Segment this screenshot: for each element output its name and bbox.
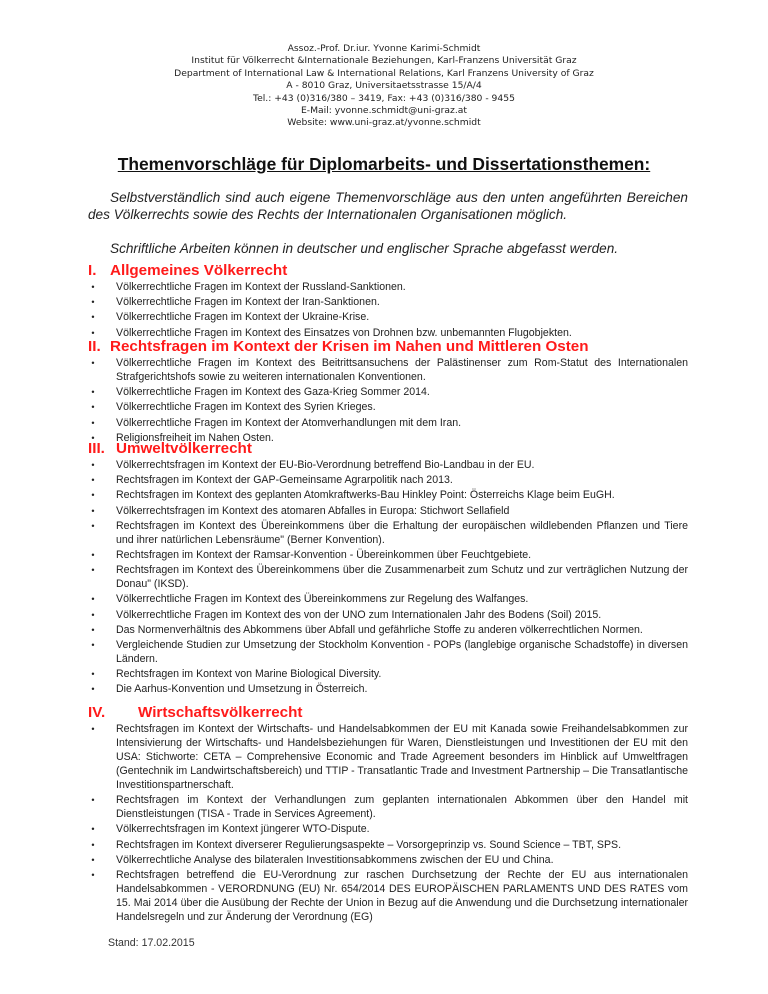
document-title: Themenvorschläge für Diplomarbeits- und Dissertationsthemen:: [117, 154, 651, 174]
section-heading: [88, 338, 688, 356]
list-item: • Rechtsfragen im Kontext von Marine Biological Diversity.: [88, 667, 688, 681]
section-title: Rechtsfragen im Kontext der Krisen im Nahen und Mittleren Osten: [110, 338, 589, 355]
section-title: Allgemeines Völkerrecht: [110, 262, 288, 279]
list-item: • Völkerrechtliche Analyse des bilateralen Investitionsabkommens zwischen der EU und China.: [88, 853, 688, 867]
bullet-icon: •: [91, 724, 95, 734]
email: E-Mail: yvonne.schmidt@uni-graz.at: [300, 105, 468, 117]
bullet-icon: •: [91, 282, 95, 292]
section-number: III.: [88, 440, 105, 457]
bullet-icon: •: [91, 624, 95, 635]
list-item: • Religionsfreiheit im Nahen Osten.: [88, 431, 688, 445]
bullet-icon: •: [91, 594, 95, 605]
list-item: • Rechtsfragen im Kontext der Wirtschafts- und Handelsabkommen der EU mit Kanada sowie Freihandelsabkommen zur Intensivierung der Wirtschafts- und Handelsbeziehungen für Waren, Dienstleistungen und Investitionen der EU mit den USA: Stichworte: CETA – Comprehensive Economic and Trade Agreement besonders im Hinblick auf Umweltfragen (Gentechnik im Landwirtschaftsbereich) und TTIP - Transatlantic Trade and Investment Partnership – Die Transatlantische Investitionspartnerschaft.: [88, 722, 688, 792]
bullet-icon: •: [91, 549, 95, 560]
bullet-icon: •: [91, 490, 95, 501]
bullet-icon: •: [91, 824, 95, 835]
list-item: • Völkerrechtsfragen im Kontext jüngerer WTO-Dispute.: [88, 822, 688, 836]
list-item: • Rechtsfragen im Kontext des Übereinkommens über die Zusammenarbeit zum Schutz und zur verträglichen Nutzung der Donau" (IKSD).: [88, 563, 688, 591]
list-item: • Die Aarhus-Konvention und Umsetzung in Österreich.: [88, 682, 688, 696]
list-item: • Rechtsfragen betreffend die EU-Verordnung zur raschen Durchsetzung der Rechte der EU aus internationalen Handelsabkommen - VERORDNUNG (EU) Nr. 654/2014 DES EUROPÄISCHEN PARLAMENTS UND DES RATES vom 15. Mai 2014 über die Ausübung der Rechte der Union in Bezug auf die Anwendung und die Durchsetzung internationaler Handelsregeln und zur Änderung der Verordnung (EG): [88, 868, 688, 924]
phone-fax: Tel.: +43 (0)316/380 – 3419, Fax: +43 (0)316/380 - 9455: [253, 92, 515, 104]
topic-list: [88, 458, 688, 696]
topic-list: [88, 280, 688, 340]
list-item: • Völkerrechtliche Fragen im Kontext des Übereinkommens zur Regelung des Walfanges.: [88, 592, 688, 606]
list-item: • Völkerrechtliche Fragen im Kontext des Einsatzes von Drohnen bzw. unbemannten Flugobjekten.: [88, 326, 688, 340]
list-item: • Völkerrechtliche Fragen im Kontext der Ukraine-Krise.: [88, 310, 688, 324]
section-heading: [88, 440, 688, 458]
bullet-icon: •: [91, 854, 95, 865]
section-umweltvoelkerrecht: [88, 440, 688, 697]
section-title: Wirtschaftsvölkerrecht: [138, 704, 303, 721]
section-number: II.: [88, 338, 101, 355]
section-heading: [88, 704, 688, 722]
section-wirtschaftsvoelkerrecht: [88, 704, 688, 925]
bullet-icon: •: [91, 684, 95, 695]
bullet-icon: •: [91, 565, 95, 576]
list-item: • Völkerrechtsfragen im Kontext des atomaren Abfalles in Europa: Stichwort Sellafield: [88, 504, 688, 518]
institute-en: Department of International Law & International Relations, Karl Franzens University of Graz: [174, 67, 594, 79]
list-item: • Völkerrechtliche Fragen im Kontext des Syrien Krieges.: [88, 400, 688, 414]
list-item: • Völkerrechtliche Fragen im Kontext der Atomverhandlungen mit dem Iran.: [88, 416, 688, 430]
bullet-icon: •: [91, 609, 95, 620]
bullet-icon: •: [91, 312, 95, 323]
bullet-icon: •: [91, 432, 95, 443]
website: Website: www.uni-graz.at/yvonne.schmidt: [287, 117, 481, 129]
bullet-icon: •: [91, 869, 95, 880]
address: A - 8010 Graz, Universitaetsstrasse 15/A/4: [286, 80, 482, 92]
section-number: I.: [88, 262, 97, 279]
bullet-icon: •: [91, 795, 95, 806]
list-item: • Das Normenverhältnis des Abkommens über Abfall und gefährliche Stoffe zu anderen völkerrechtlichen Normen.: [88, 623, 688, 637]
section-title: Umweltvölkerrecht: [116, 440, 252, 457]
bullet-icon: •: [91, 505, 95, 516]
bullet-icon: •: [91, 297, 95, 308]
list-item: • Völkerrechtsfragen im Kontext der EU-Bio-Verordnung betreffend Bio-Landbau in der EU.: [88, 458, 688, 472]
bullet-icon: •: [91, 475, 95, 486]
list-item: • Rechtsfragen im Kontext der Verhandlungen zum geplanten internationalen Abkommen über den Handel mit Dienstleistungen (TISA - Trade in Services Agreement).: [88, 793, 688, 821]
list-item: • Völkerrechtliche Fragen im Kontext des Gaza-Krieg Sommer 2014.: [88, 385, 688, 399]
bullet-icon: •: [91, 417, 95, 428]
letterhead: [0, 43, 768, 130]
bullet-icon: •: [91, 402, 95, 413]
topic-list: [88, 722, 688, 924]
list-item: • Rechtsfragen im Kontext des geplanten Atomkraftwerks-Bau Hinkley Point: Österreichs Klage beim EuGH.: [88, 488, 688, 502]
list-item: • Rechtsfragen im Kontext der GAP-Gemeinsame Agrarpolitik nach 2013.: [88, 473, 688, 487]
intro-paragraph-2: Schriftliche Arbeiten können in deutscher und englischer Sprache abgefasst werden.: [110, 241, 619, 256]
list-item: • Völkerrechtliche Fragen im Kontext des Beitrittsansuchens der Palästinenser zum Rom-Statut des Internationalen Strafgerichtshofs sowie zu weiteren internationalen Konventionen.: [88, 356, 688, 384]
section-nahost-krisen: [88, 338, 688, 446]
list-item: • Völkerrechtliche Fragen im Kontext des von der UNO zum Internationalen Jahr des Bodens (Soil) 2015.: [88, 608, 688, 622]
list-item: • Vergleichende Studien zur Umsetzung der Stockholm Konvention - POPs (langlebige organische Schadstoffe) in diversen Ländern.: [88, 638, 688, 666]
section-allgemeines-voelkerrecht: [88, 262, 688, 341]
list-item: • Rechtsfragen im Kontext der Ramsar-Konvention - Übereinkommen über Feuchtgebiete.: [88, 548, 688, 562]
date-stamp: Stand: 17.02.2015: [108, 937, 195, 949]
section-heading: [88, 262, 688, 280]
bullet-icon: •: [91, 327, 95, 338]
list-item: • Völkerrechtliche Fragen im Kontext der Russland-Sanktionen.: [88, 280, 688, 294]
bullet-icon: •: [91, 460, 95, 470]
institute-de: Institut für Völkerrecht &Internationale Beziehungen, Karl-Franzens Universität Graz: [191, 55, 577, 67]
bullet-icon: •: [91, 387, 95, 398]
bullet-icon: •: [91, 639, 95, 650]
list-item: • Rechtsfragen im Kontext diverserer Regulierungsaspekte – Vorsorgeprinzip vs. Sound Science – TBT, SPS.: [88, 838, 688, 852]
list-item: • Völkerrechtliche Fragen im Kontext der Iran-Sanktionen.: [88, 295, 688, 309]
list-item: • Rechtsfragen im Kontext des Übereinkommens über die Erhaltung der europäischen wildlebenden Pflanzen und Tiere und ihrer natürlichen Lebensräume" (Berner Konvention).: [88, 519, 688, 547]
author-name: Assoz.-Prof. Dr.iur. Yvonne Karimi-Schmidt: [287, 43, 481, 54]
bullet-icon: •: [91, 669, 95, 680]
topic-list: [88, 356, 688, 445]
bullet-icon: •: [91, 358, 95, 368]
bullet-icon: •: [91, 520, 95, 531]
intro-paragraph-1: Selbstverständlich sind auch eigene Themenvorschläge aus den unten angeführten Bereichen des Völkerrechts sowie des Rechts der Internationalen Organisationen möglich.: [88, 190, 688, 222]
bullet-icon: •: [91, 839, 95, 850]
section-number: IV.: [88, 704, 106, 721]
